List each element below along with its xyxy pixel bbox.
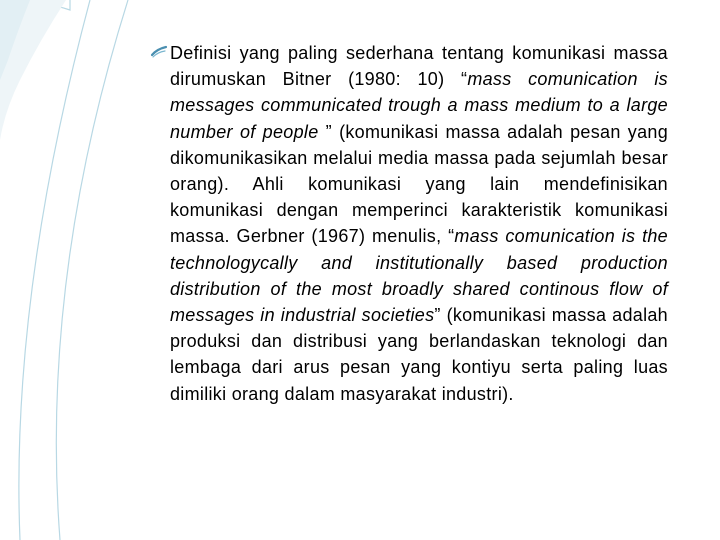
paragraph-text-2: ” (komunikasi massa adalah pesan yang dikomunikasikan melalui media massa pada sejumlah besar orang). Ahli komunikasi yang lain mendefinisikan komunikasi dengan memperinci karakteristik komunikasi massa. Gerbner (1967) menulis, “ (170, 121, 668, 247)
definition-paragraph (150, 40, 668, 407)
paragraph-text-1: Definisi yang paling sederhana tentang komunikasi massa dirumuskan Bitner (1980: 10) “ (170, 43, 668, 90)
corner-fill-decoration (0, 0, 66, 140)
gerbner-quote: mass comunication is the technologycally and institutionally based production distribution of the most broadly shared continous flow of messages in industrial societies (170, 226, 668, 326)
bitner-quote: mass comunication is messages communicated trough a mass medium to a large number of people (170, 69, 668, 142)
slide-content (150, 40, 668, 407)
swoosh-bullet-icon (150, 40, 168, 66)
paragraph-text-3: ” (komunikasi massa adalah produksi dan distribusi yang berlandaskan teknologi dan lembaga dari arus pesan yang kontiyu serta paling luas dimiliki orang dalam masyarakat industri). (170, 305, 668, 404)
